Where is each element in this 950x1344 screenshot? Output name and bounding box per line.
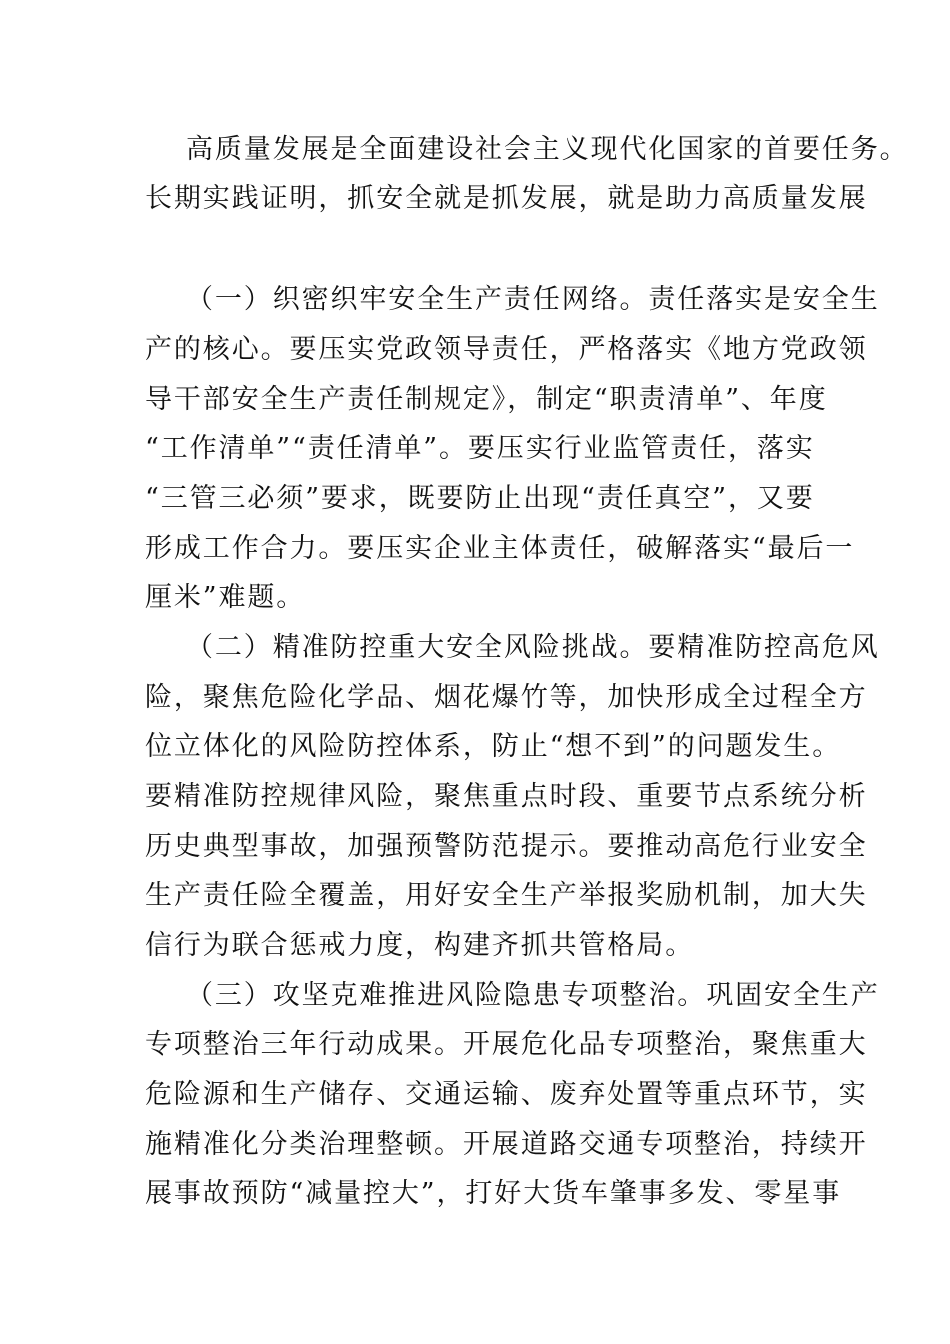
intro-line-2	[0, 174, 950, 224]
section2-line-6	[0, 871, 950, 921]
text: （三）攻坚克难推进风险隐患专项整治。巩固安全生产	[186, 980, 880, 1011]
section3-line-1	[0, 971, 950, 1021]
text: 导干部安全生产责任制规定》，制定“职责清单”、年度	[145, 384, 828, 415]
text: 高质量发展是全面建设社会主义现代化国家的首要任务。	[186, 134, 909, 165]
text: 险，聚焦危险化学品、烟花爆竹等，加快形成全过程全方	[145, 682, 868, 713]
intro-line-1	[0, 125, 950, 175]
text: （一）织密织牢安全生产责任网络。责任落实是安全生	[186, 284, 880, 315]
section3-line-4	[0, 1120, 950, 1170]
section3-line-3	[0, 1070, 950, 1120]
text: 信行为联合惩戒力度，构建齐抓共管格局。	[145, 930, 695, 961]
section1-line-4	[0, 424, 950, 474]
text: 厘米”难题。	[145, 582, 306, 613]
text: “工作清单”“责任清单”。要压实行业监管责任，落实	[145, 433, 815, 464]
text: 危险源和生产储存、交通运输、废弃处置等重点环节，实	[145, 1079, 868, 1110]
text: 长期实践证明，抓安全就是抓发展，就是助力高质量发展	[145, 183, 868, 214]
text: 历史典型事故，加强预警防范提示。要推动高危行业安全	[145, 831, 868, 862]
text: 要精准防控规律风险，聚焦重点时段、重要节点系统分析	[145, 781, 868, 812]
section1-line-2	[0, 325, 950, 375]
section3-line-5	[0, 1169, 950, 1219]
text: 生产责任险全覆盖，用好安全生产举报奖励机制，加大失	[145, 880, 868, 911]
section2-line-5	[0, 822, 950, 872]
section1-line-5	[0, 474, 950, 524]
text: 位立体化的风险防控体系，防止“想不到”的问题发生。	[145, 731, 842, 762]
text: 施精准化分类治理整顿。开展道路交通专项整治，持续开	[145, 1129, 868, 1160]
section2-line-1	[0, 623, 950, 673]
text: 产的核心。要压实党政领导责任，严格落实《地方党政领	[145, 334, 868, 365]
text: 展事故预防“减量控大”，打好大货车肇事多发、零星事	[145, 1178, 842, 1209]
section2-line-4	[0, 772, 950, 822]
section1-line-7	[0, 573, 950, 623]
section1-line-6	[0, 524, 950, 574]
section2-line-2	[0, 673, 950, 723]
section2-line-3	[0, 722, 950, 772]
text: （二）精准防控重大安全风险挑战。要精准防控高危风	[186, 632, 880, 663]
text: 形成工作合力。要压实企业主体责任，破解落实“最后一	[145, 533, 855, 564]
section1-line-1	[0, 275, 950, 325]
text: 专项整治三年行动成果。开展危化品专项整治，聚焦重大	[145, 1029, 868, 1060]
section2-line-7	[0, 921, 950, 971]
section3-line-2	[0, 1020, 950, 1070]
section1-line-3	[0, 375, 950, 425]
text: “三管三必须”要求，既要防止出现“责任真空”，又要	[145, 483, 815, 514]
